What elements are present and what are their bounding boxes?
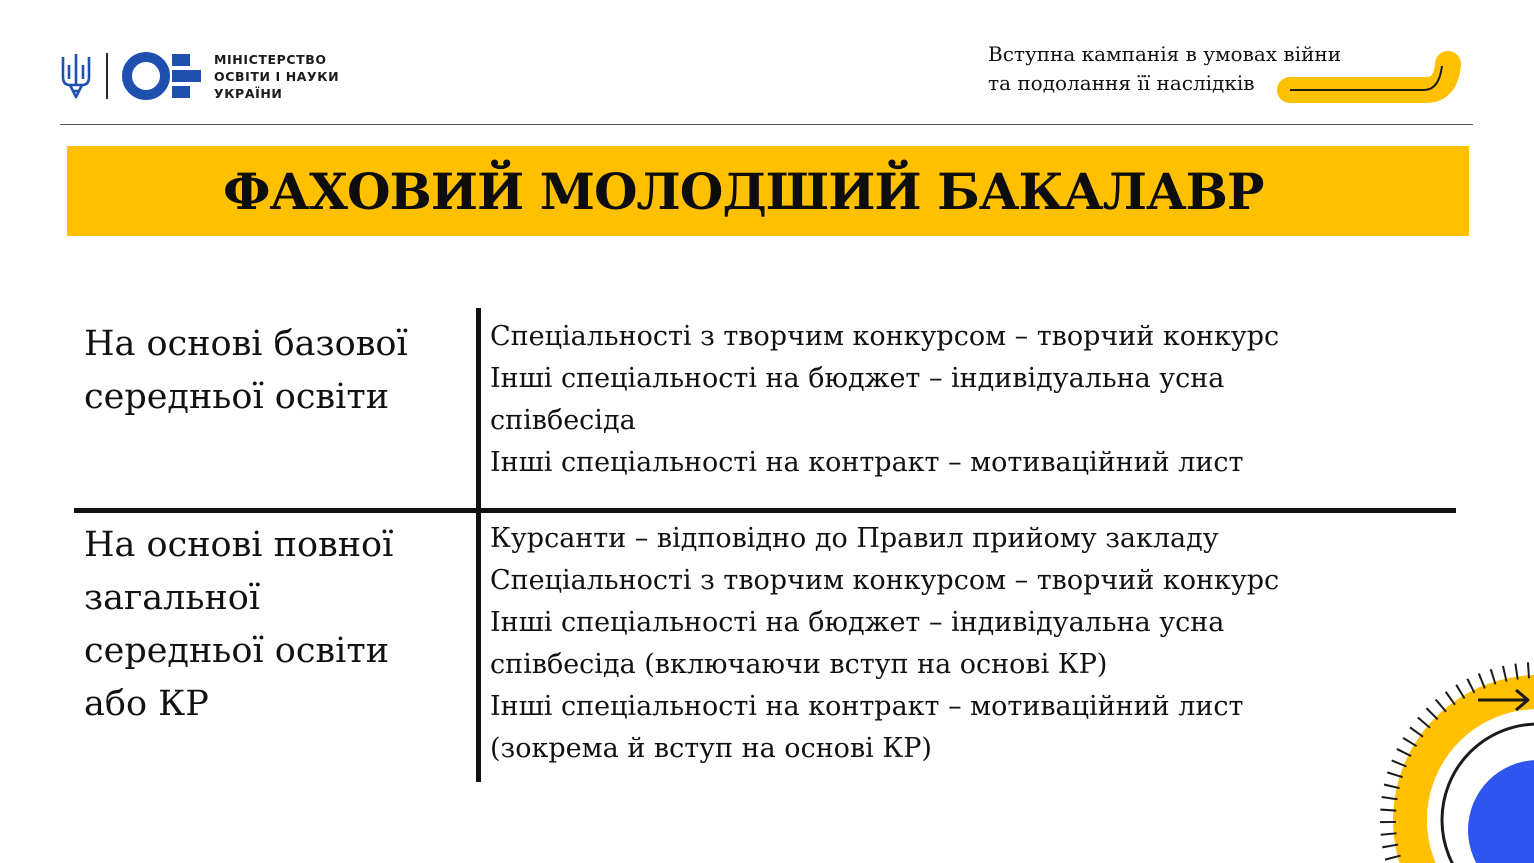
row-body-line: Спеціальності з творчим конкурсом – творчий конкурс [490,565,1280,596]
row-header-line: загальної [84,578,261,618]
row-header-line: або КР [84,684,209,724]
row-header-line: На основі базової [84,324,408,364]
trident-icon [58,51,94,101]
row-body-line: Інші спеціальності на бюджет – індивідуальна усна [490,607,1225,638]
page-title: ФАХОВИЙ МОЛОДШИЙ БАКАЛАВР [223,162,1264,221]
row-body-line: Інші спеціальності на бюджет – індивідуальна усна [490,363,1225,394]
header-divider [60,124,1473,125]
campaign-line: Вступна кампанія в умовах війни [988,42,1342,66]
ministry-line: ОСВІТИ І НАУКИ [214,68,340,84]
ministry-logo [58,50,339,102]
row-body-line: співбесіда [490,405,636,436]
row-body-line: Спеціальності з творчим конкурсом – творчий конкурс [490,321,1280,352]
table-horizontal-rule [74,508,1456,513]
row-body-line: Інші спеціальності на контракт – мотиваційний лист [490,447,1244,478]
mon-logo-icon [122,50,204,102]
campaign-line: та подолання її наслідків [988,71,1255,95]
table-vertical-rule [476,308,481,782]
ministry-line: МІНІСТЕРСТВО [214,51,327,67]
row-header-basic [84,318,469,424]
title-banner [67,146,1469,236]
logo-divider [106,53,108,99]
row-body-basic [490,316,1420,484]
row-header-line: середньої освіти [84,631,390,671]
row-body-line: (зокрема й вступ на основі КР) [490,733,932,764]
corner-gauge-decoration [1360,660,1534,863]
row-header-full [84,519,469,731]
row-header-line: На основі повної [84,525,394,565]
ministry-name [214,51,339,102]
row-body-line: Курсанти – відповідно до Правил прийому закладу [490,523,1219,554]
row-body-line: співбесіда (включаючи вступ на основі КР) [490,649,1108,680]
row-body-full [490,518,1420,770]
row-header-line: середньої освіти [84,377,390,417]
row-body-line: Інші спеціальності на контракт – мотиваційний лист [490,691,1244,722]
ministry-line: УКРАЇНИ [214,85,283,101]
yellow-swoosh-icon [1276,44,1462,110]
